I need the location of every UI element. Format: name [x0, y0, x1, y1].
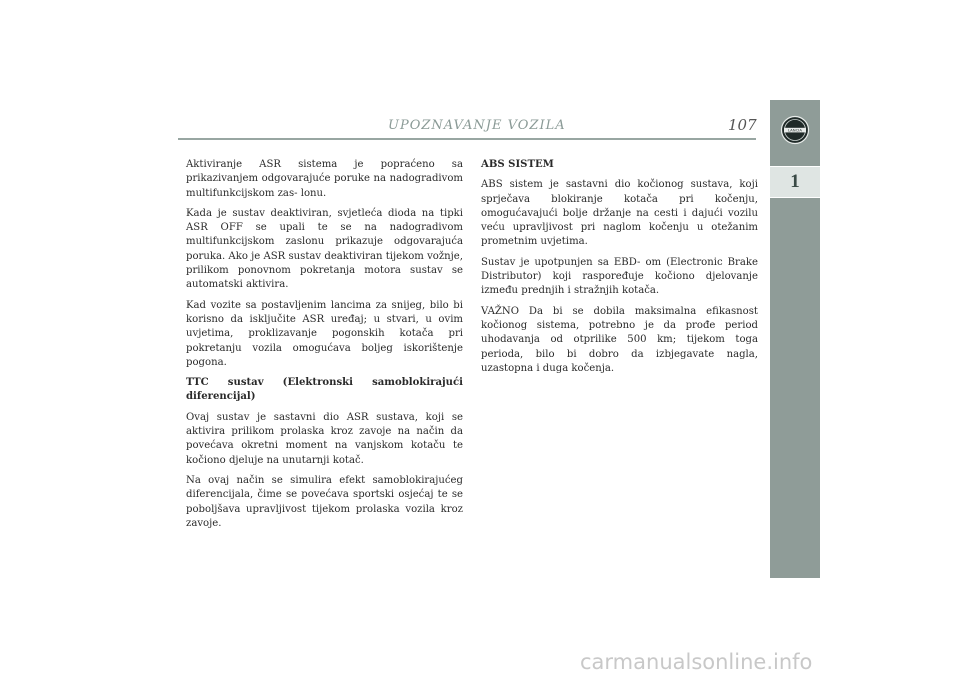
- right-column: [481, 158, 758, 382]
- watermark: carmanualsonline.info: [580, 650, 813, 674]
- logo-text: LANCIA: [787, 127, 803, 133]
- header-divider: [178, 138, 756, 140]
- page-header-title: UPOZNAVANJE VOZILA: [388, 118, 566, 133]
- paragraph: VAŽNO Da bi se dobila maksimalna efikasnost kočionog sistema, potrebno je da prođe period uhodavanja od otprilike 500 km; tijekom toga perioda, bilo bi dobro da izbjegavate nagla, uzastopna i duga kočenja.: [481, 305, 758, 374]
- paragraph: Na ovaj način se simulira efekt samoblokirajućeg diferencijala, čime se povećava sportski osjećaj te se poboljšava upravljivost tijekom prolaska vozila kroz zavoje.: [186, 474, 463, 529]
- chapter-tab[interactable]: [770, 166, 820, 198]
- section-heading: ABS SISTEM: [481, 159, 554, 170]
- section-heading: TTC sustav (Elektronski samoblokirajući diferencijal): [186, 377, 463, 403]
- left-column: [186, 158, 463, 537]
- paragraph: Aktiviranje ASR sistema je popraćeno sa prikazivanjem odgovarajuće poruke na nadogradivom multifunkcijskom zas- lonu.: [186, 159, 463, 199]
- paragraph: Ovaj sustav je sastavni dio ASR sustava, koji se aktivira prilikom prolaska kroz zavoje na način da povećava okretni moment na vanjskom kotaču te kočiono djeluje na unutarnji kotač.: [186, 411, 463, 466]
- paragraph: Kada je sustav deaktiviran, svjetleća dioda na tipki ASR OFF se upali te se na nadogradivom multifunkcijskom zaslonu prikazuje odgovarajuća poruka. Ako je ASR sustav deaktiviran tijekom vožnje, prilikom ponovnom pokretanja motora sustav se automatski aktivira.: [186, 207, 463, 291]
- paragraph: ABS sistem je sastavni dio kočionog sustava, koji sprječava blokiranje kotača pri kočenju, omogućavajući bolje držanje na cesti i dajući vozilu veću upravljivost pri naglom kočenju u otežanim prometnim uvjetima.: [481, 179, 758, 248]
- paragraph: Sustav je upotpunjen sa EBD- om (Electronic Brake Distributor) koji raspoređuje kočiono djelovanje između prednjih i stražnjih kotača.: [481, 256, 758, 297]
- paragraph: Kad vozite sa postavljenim lancima za snijeg, bilo bi korisno da isključite ASR uređaj; u stvari, u ovim uvjetima, proklizavanje pogonskih kotača pri pokretanju vozila omogućava boljeg iskorištenje pogona.: [186, 299, 463, 368]
- page-number: 107: [728, 116, 757, 134]
- lancia-logo-icon: [780, 115, 810, 145]
- chapter-number: 1: [790, 171, 800, 192]
